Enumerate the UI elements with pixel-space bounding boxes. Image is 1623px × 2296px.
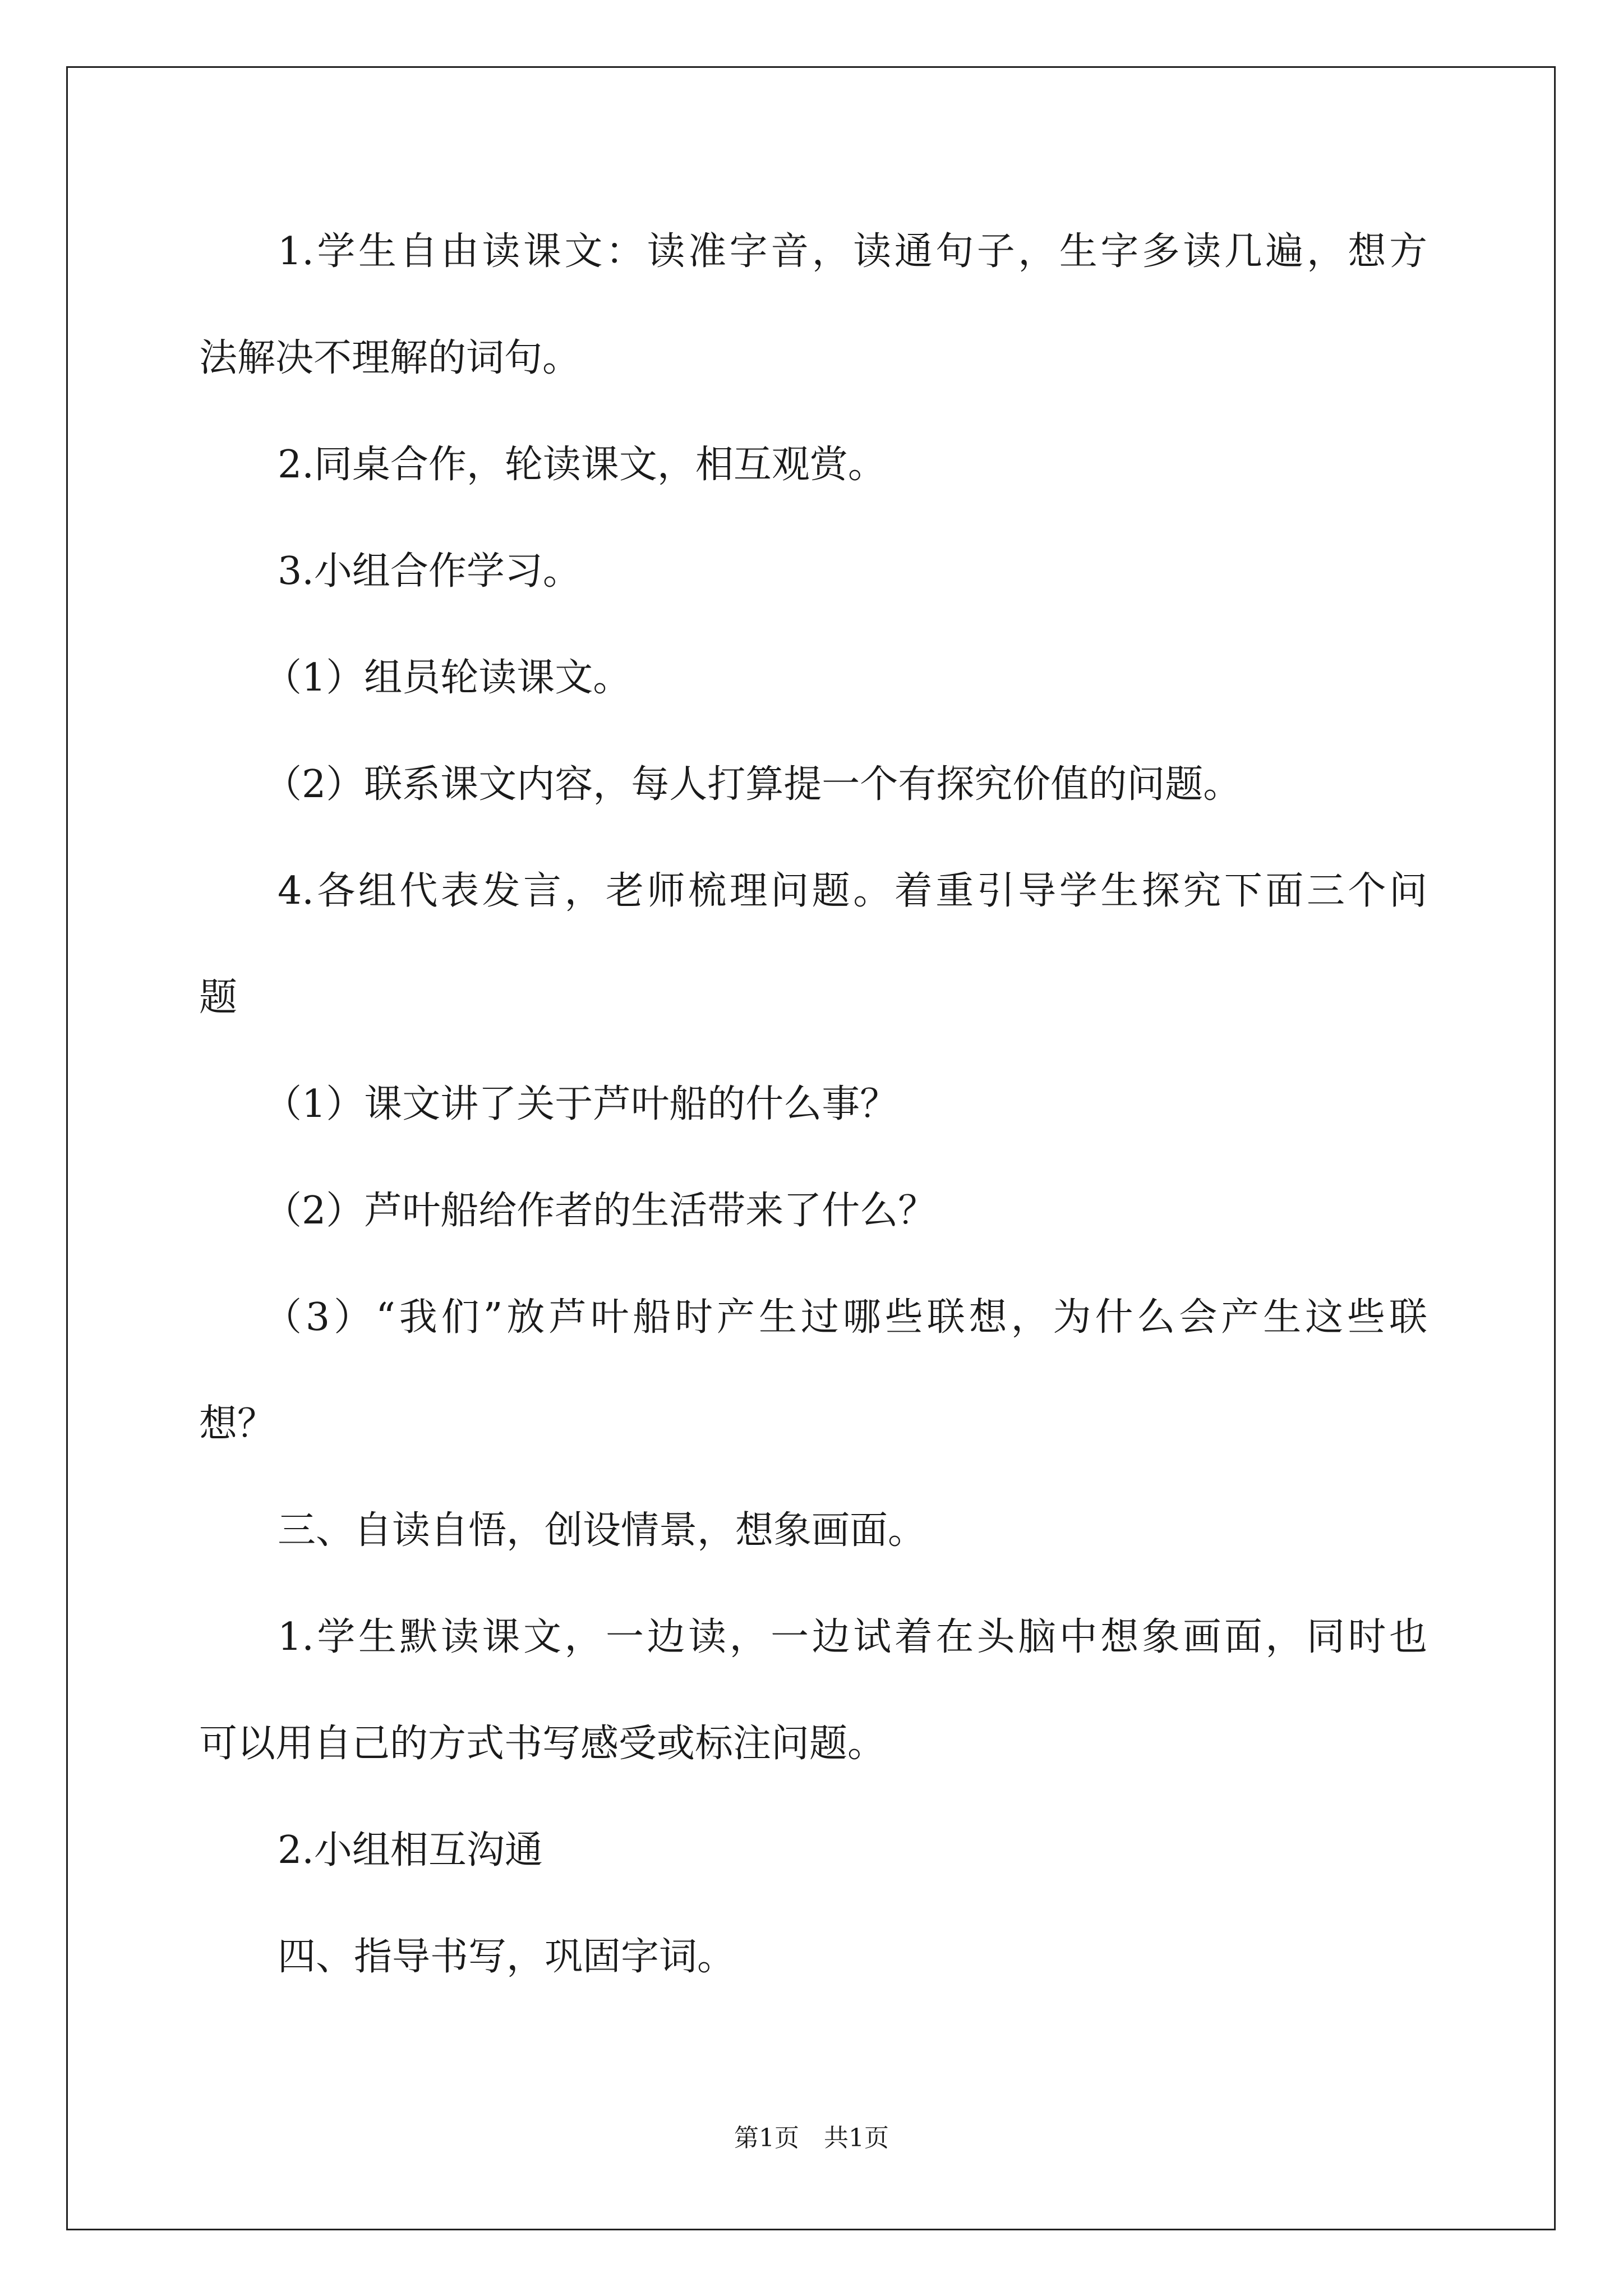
paragraph-line: （1）组员轮读课文。 [264, 656, 631, 700]
paragraph-line: 想？ [199, 1402, 276, 1446]
paragraph-line: 2.小组相互沟通 [278, 1828, 543, 1872]
paragraph-line: 4.各组代表发言，老师梳理问题。着重引导学生探究下面三个问 [278, 869, 1427, 913]
paragraph-line: 三、自读自悟，创设情景，想象画面。 [278, 1508, 926, 1553]
paragraph-line: 四、指导书写，巩固字词。 [278, 1935, 736, 1979]
paragraph-line: （2）芦叶船给作者的生活带来了什么？ [264, 1189, 937, 1233]
paragraph-line: 法解决不理解的词句。 [199, 336, 581, 380]
paragraph-line: 可以用自己的方式书写感受或标注问题。 [199, 1722, 886, 1766]
page-footer: 第1页 共1页 [734, 2124, 889, 2152]
paragraph-line: 题 [199, 976, 238, 1020]
page-border [66, 66, 1556, 2230]
paragraph-line: （3）“我们”放芦叶船时产生过哪些联想，为什么会产生这些联 [264, 1295, 1427, 1340]
paragraph-line: 2.同桌合作，轮读课文，相互观赏。 [278, 443, 886, 487]
paragraph-line: 1.学生自由读课文：读准字音，读通句子，生字多读几遍，想方 [278, 229, 1427, 274]
paragraph-line: （1）课文讲了关于芦叶船的什么事？ [264, 1082, 898, 1126]
paragraph-line: 1.学生默读课文，一边读，一边试着在头脑中想象画面，同时也 [278, 1615, 1427, 1659]
paragraph-line: 3.小组合作学习。 [278, 549, 581, 593]
paragraph-line: （2）联系课文内容，每人打算提一个有探究价值的问题。 [264, 762, 1242, 807]
